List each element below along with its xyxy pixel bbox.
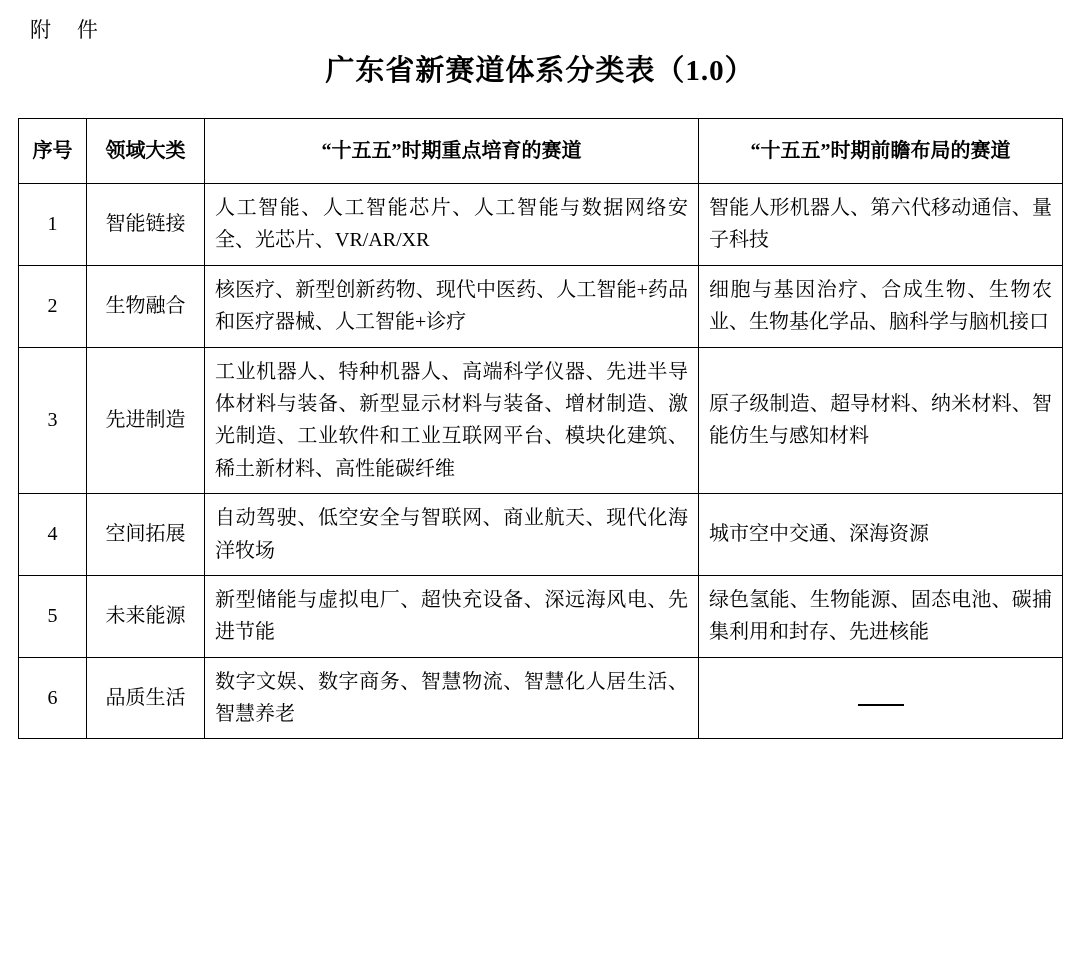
row-category: 先进制造 (87, 347, 205, 494)
row-index: 6 (19, 657, 87, 739)
column-header-category: 领域大类 (87, 119, 205, 184)
row-key-tracks: 工业机器人、特种机器人、高端科学仪器、先进半导体材料与装备、新型显示材料与装备、增材制造、激光制造、工业软件和工业互联网平台、模块化建筑、稀土新材料、高性能碳纤维 (205, 347, 699, 494)
column-header-forward-tracks: “十五五”时期前瞻布局的赛道 (699, 119, 1063, 184)
row-forward-tracks: 原子级制造、超导材料、纳米材料、智能仿生与感知材料 (699, 347, 1063, 494)
row-forward-tracks: 细胞与基因治疗、合成生物、生物农业、生物基化学品、脑科学与脑机接口 (699, 265, 1063, 347)
row-index: 1 (19, 184, 87, 266)
table-row (19, 184, 1063, 266)
row-category: 智能链接 (87, 184, 205, 266)
column-header-index: 序号 (19, 119, 87, 184)
row-forward-tracks: 城市空中交通、深海资源 (699, 494, 1063, 576)
row-index: 4 (19, 494, 87, 576)
table-header-row (19, 119, 1063, 184)
classification-table (18, 118, 1063, 739)
attachment-label: 附 件 (30, 19, 108, 42)
row-category: 品质生活 (87, 657, 205, 739)
row-key-tracks: 自动驾驶、低空安全与智联网、商业航天、现代化海洋牧场 (205, 494, 699, 576)
row-forward-tracks: 绿色氢能、生物能源、固态电池、碳捕集利用和封存、先进核能 (699, 575, 1063, 657)
row-forward-tracks: 智能人形机器人、第六代移动通信、量子科技 (699, 184, 1063, 266)
row-forward-tracks-empty (699, 657, 1063, 739)
table-row (19, 657, 1063, 739)
row-index: 3 (19, 347, 87, 494)
row-category: 空间拓展 (87, 494, 205, 576)
row-key-tracks: 数字文娱、数字商务、智慧物流、智慧化人居生活、智慧养老 (205, 657, 699, 739)
row-category: 未来能源 (87, 575, 205, 657)
em-dash-placeholder (858, 692, 904, 706)
row-index: 2 (19, 265, 87, 347)
row-index: 5 (19, 575, 87, 657)
table-row (19, 347, 1063, 494)
row-key-tracks: 新型储能与虚拟电厂、超快充设备、深远海风电、先进节能 (205, 575, 699, 657)
column-header-key-tracks: “十五五”时期重点培育的赛道 (205, 119, 699, 184)
row-key-tracks: 核医疗、新型创新药物、现代中医药、人工智能+药品和医疗器械、人工智能+诊疗 (205, 265, 699, 347)
table-row (19, 575, 1063, 657)
row-category: 生物融合 (87, 265, 205, 347)
table-row (19, 494, 1063, 576)
row-key-tracks: 人工智能、人工智能芯片、人工智能与数据网络安全、光芯片、VR/AR/XR (205, 184, 699, 266)
page-title: 广东省新赛道体系分类表（1.0） (325, 55, 755, 87)
table-row (19, 265, 1063, 347)
